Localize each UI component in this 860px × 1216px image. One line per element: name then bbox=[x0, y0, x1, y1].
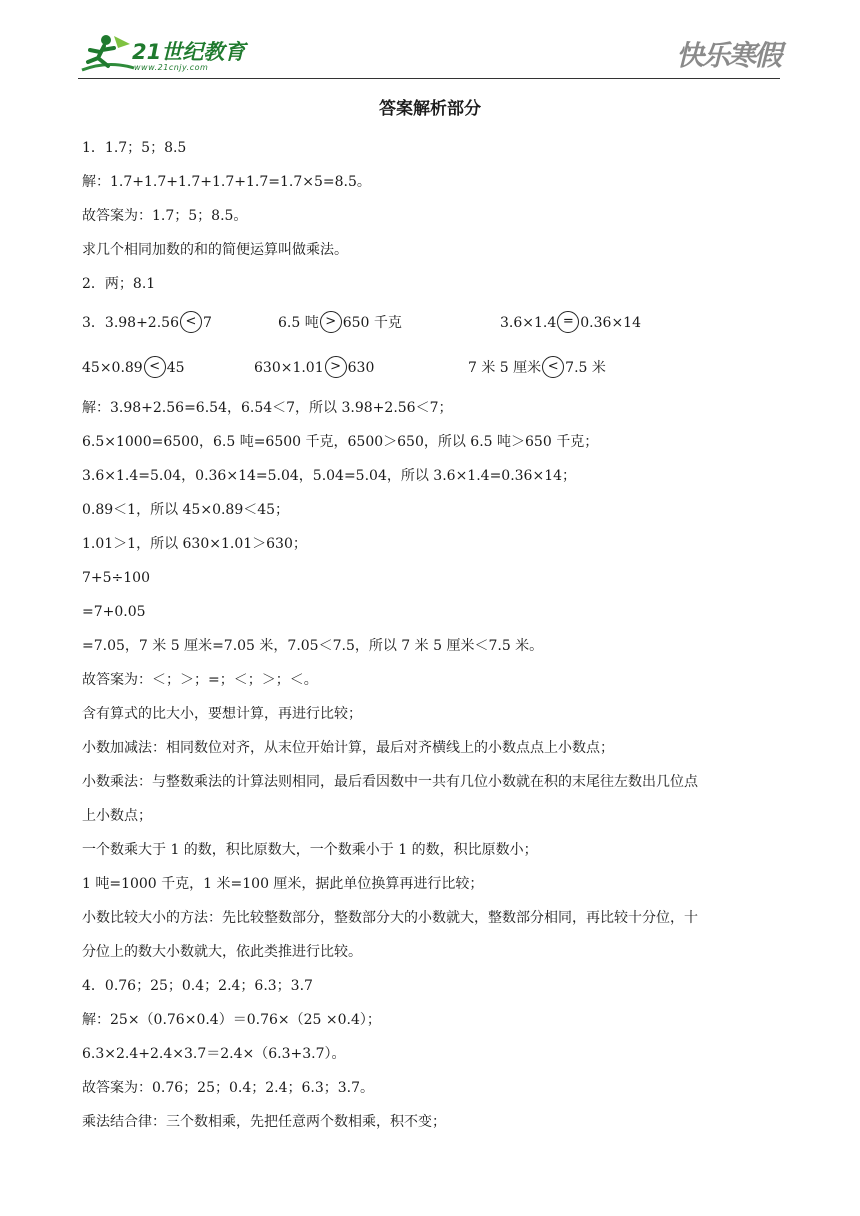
text-line: 6.3×2.4+2.4×3.7＝2.4×（6.3+3.7）。 bbox=[82, 1046, 346, 1062]
text-line: 解：3.98+2.56=6.54，6.54＜7，所以 3.98+2.56＜7； bbox=[82, 400, 453, 416]
logo-kuaile-hanjia bbox=[650, 22, 780, 78]
answer-content bbox=[82, 131, 782, 1139]
logo-left-text: 21世纪教育 bbox=[132, 40, 246, 64]
comparison-item: 6.5 吨 > 650 千克 bbox=[278, 301, 402, 346]
page-header bbox=[78, 22, 780, 78]
logo-21cnjy bbox=[78, 30, 258, 78]
comparison-item: 3．3.98+2.56 < 7 bbox=[82, 301, 212, 346]
comparison-row-2 bbox=[82, 346, 782, 391]
text-line: 6.5×1000=6500，6.5 吨=6500 千克，6500＞650，所以 6.5 吨＞650 千克； bbox=[82, 434, 599, 450]
compare-symbol-circle: = bbox=[557, 311, 579, 333]
text-line: 故答案为：1.7；5；8.5。 bbox=[82, 208, 248, 224]
text-line: 7+5÷100 bbox=[82, 570, 150, 586]
comparison-item: 45×0.89 < 45 bbox=[82, 346, 185, 391]
text-line: 小数比较大小的方法：先比较整数部分，整数部分大的小数就大，整数部分相同，再比较十分位，十 bbox=[82, 910, 698, 926]
comparison-item: 7 米 5 厘米 < 7.5 米 bbox=[468, 346, 606, 391]
text-line: 故答案为：＜；＞；=；＜；＞；＜。 bbox=[82, 672, 318, 688]
header-divider bbox=[78, 78, 780, 79]
text-line: =7.05，7 米 5 厘米=7.05 米，7.05＜7.5，所以 7 米 5 厘米＜7.5 米。 bbox=[82, 638, 544, 654]
text-line: =7+0.05 bbox=[82, 604, 146, 620]
text-line: 2．两；8.1 bbox=[82, 276, 156, 292]
text-line: 上小数点； bbox=[82, 808, 152, 824]
text-line: 0.89＜1，所以 45×0.89＜45； bbox=[82, 502, 290, 518]
compare-symbol-circle: > bbox=[325, 356, 347, 378]
text-line: 故答案为：0.76；25；0.4；2.4；6.3；3.7。 bbox=[82, 1080, 375, 1096]
compare-symbol-circle: < bbox=[180, 311, 202, 333]
text-line: 1．1.7；5；8.5 bbox=[82, 140, 187, 156]
text-line: 1 吨=1000 千克，1 米=100 厘米，据此单位换算再进行比较； bbox=[82, 876, 484, 892]
comparison-item: 630×1.01 > 630 bbox=[254, 346, 374, 391]
compare-symbol-circle: < bbox=[542, 356, 564, 378]
text-line: 3.6×1.4=5.04，0.36×14=5.04，5.04=5.04，所以 3.6×1.4=0.36×14； bbox=[82, 468, 577, 484]
text-line: 分位上的数大小数就大，依此类推进行比较。 bbox=[82, 944, 362, 960]
text-line: 求几个相同加数的和的简便运算叫做乘法。 bbox=[82, 242, 348, 258]
page-title: 答案解析部分 bbox=[379, 99, 481, 119]
compare-symbol-circle: < bbox=[144, 356, 166, 378]
logo-left-url: www.21cnjy.com bbox=[134, 63, 209, 72]
text-line: 乘法结合律：三个数相乘，先把任意两个数相乘，积不变； bbox=[82, 1114, 446, 1130]
text-line: 1.01＞1，所以 630×1.01＞630； bbox=[82, 536, 307, 552]
logo-right-text: 快乐寒假 bbox=[675, 39, 780, 72]
compare-symbol-circle: > bbox=[320, 311, 342, 333]
text-line: 解：25×（0.76×0.4）＝0.76×（25 ×0.4）； bbox=[82, 1012, 381, 1028]
text-line: 含有算式的比大小，要想计算，再进行比较； bbox=[82, 706, 362, 722]
comparison-item: 3.6×1.4 = 0.36×14 bbox=[500, 301, 641, 346]
text-line: 一个数乘大于 1 的数，积比原数大，一个数乘小于 1 的数，积比原数小； bbox=[82, 842, 538, 858]
text-line: 解：1.7+1.7+1.7+1.7+1.7=1.7×5=8.5。 bbox=[82, 174, 371, 190]
text-line: 小数加减法：相同数位对齐，从末位开始计算，最后对齐横线上的小数点点上小数点； bbox=[82, 740, 614, 756]
comparison-row-1 bbox=[82, 301, 782, 346]
text-line: 4．0.76；25；0.4；2.4；6.3；3.7 bbox=[82, 978, 313, 994]
text-line: 小数乘法：与整数乘法的计算法则相同，最后看因数中一共有几位小数就在积的末尾往左数出几位点 bbox=[82, 774, 698, 790]
